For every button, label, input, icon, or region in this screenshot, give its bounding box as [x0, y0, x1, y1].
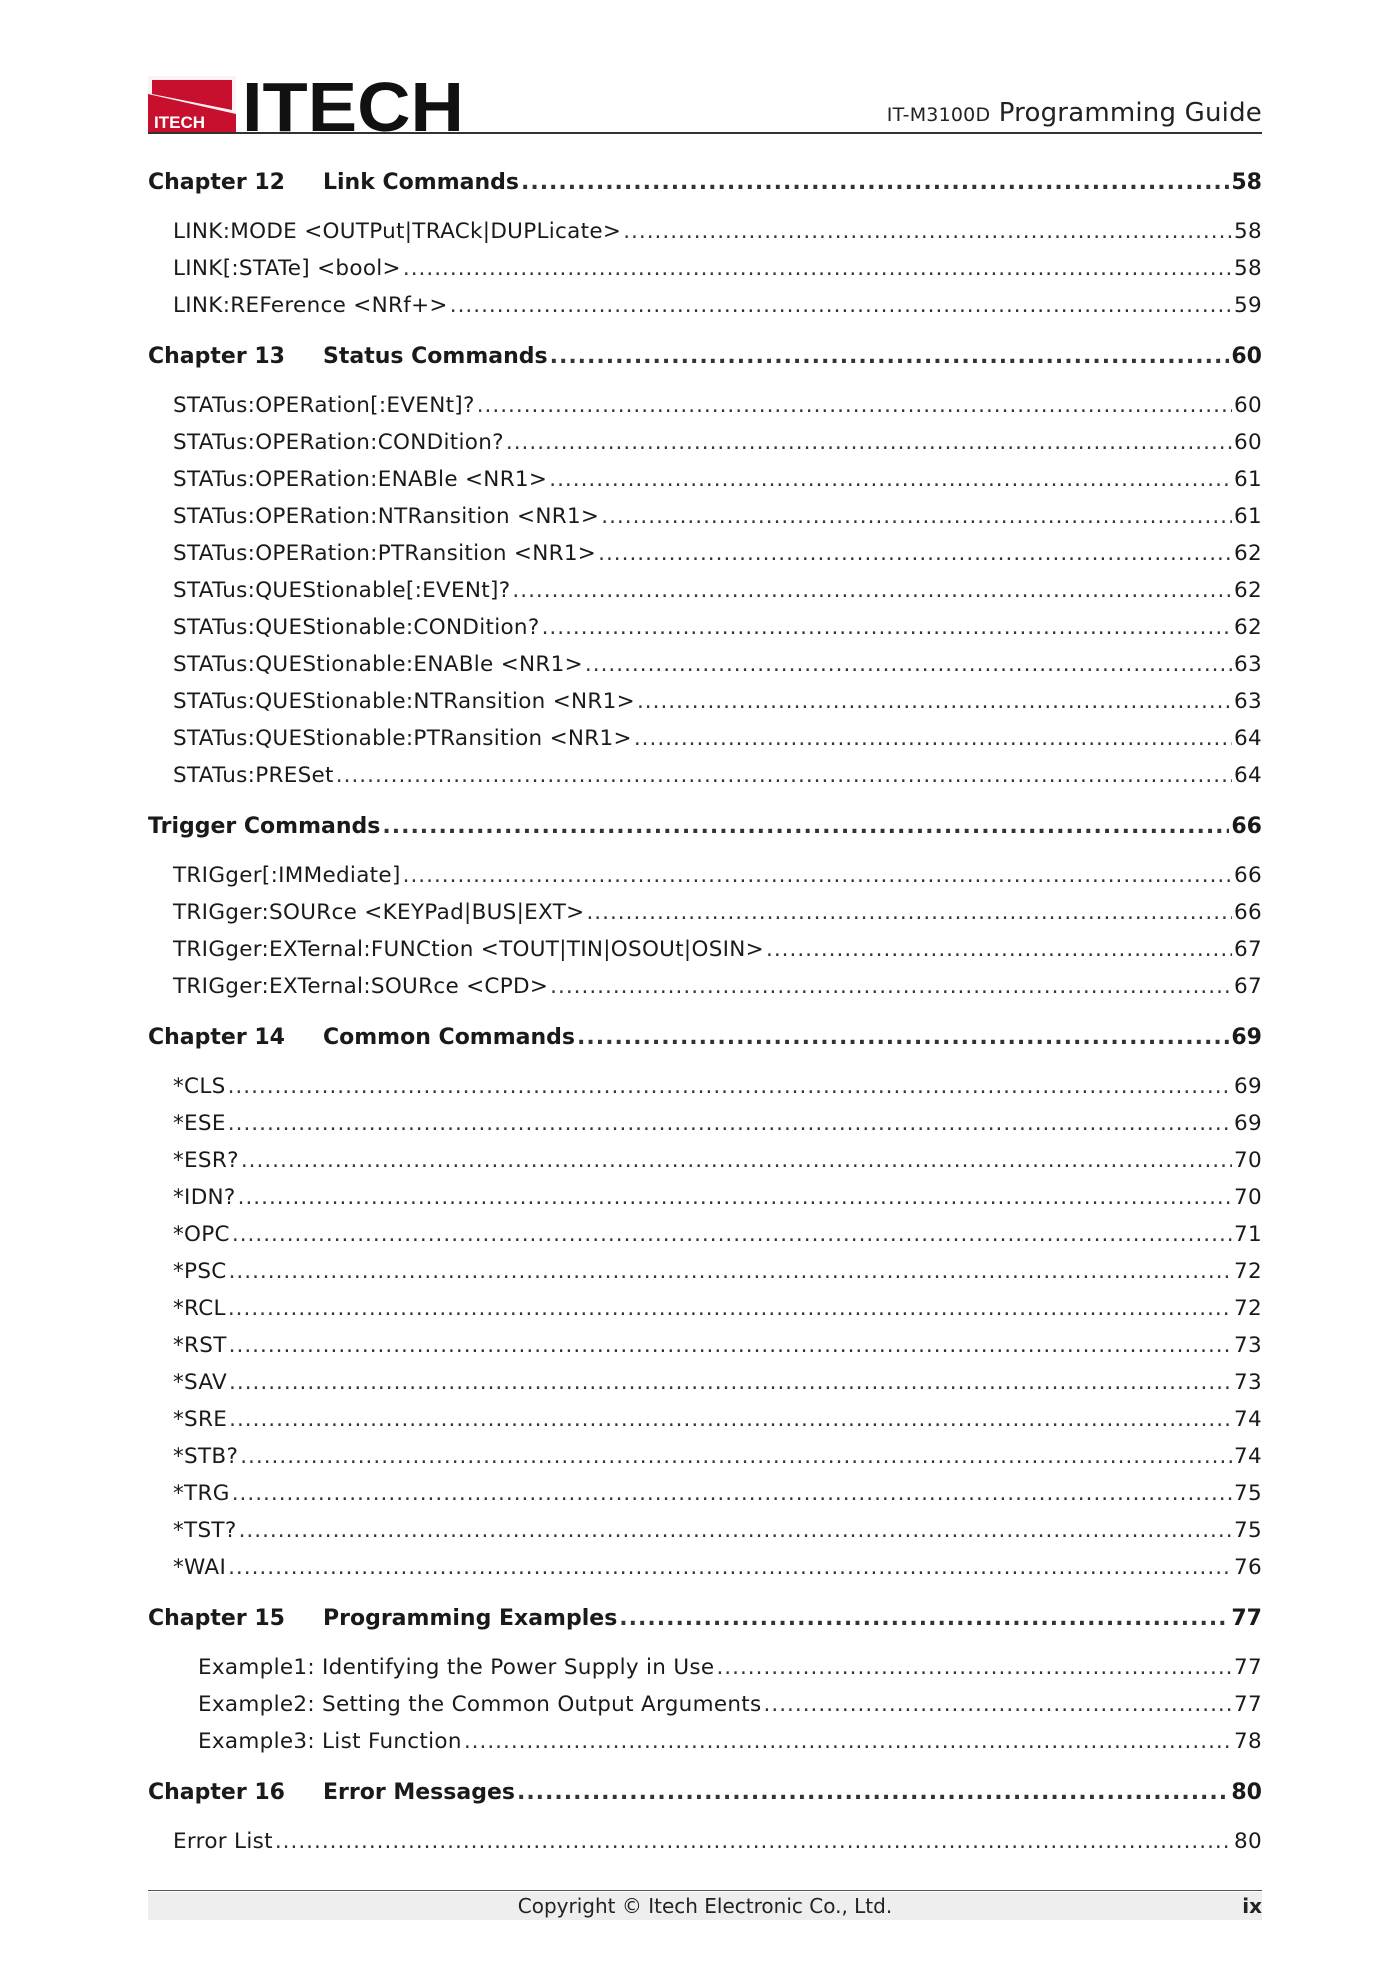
- toc-label: Example2: Setting the Common Output Arguments: [198, 1692, 762, 1717]
- leader-dots: [403, 250, 1232, 287]
- toc-page-number: 80: [1234, 1829, 1262, 1854]
- entry-title: [173, 1549, 226, 1586]
- toc-label: *RST: [173, 1333, 227, 1358]
- leader-dots: [228, 1290, 1232, 1327]
- chapter-number: Chapter 12: [148, 170, 285, 195]
- chapter-title: [148, 1600, 617, 1637]
- entry-title: [173, 424, 504, 461]
- toc-label: Error List: [173, 1829, 273, 1854]
- chapter-number: Chapter 14: [148, 1025, 285, 1050]
- leader-dots: [232, 1475, 1232, 1512]
- toc-page-number: 74: [1234, 1444, 1262, 1469]
- copyright-text: Copyright © Itech Electronic Co., Ltd.: [517, 1894, 893, 1918]
- chapter-title: [148, 808, 380, 845]
- toc-entry[interactable]: [148, 1253, 1262, 1290]
- leader-dots: [598, 535, 1232, 572]
- toc-label: STATus:OPERation:CONDition?: [173, 430, 504, 455]
- leader-dots: [623, 213, 1232, 250]
- toc-page-number: 62: [1234, 615, 1262, 640]
- toc-entry[interactable]: [148, 387, 1262, 424]
- toc-entry[interactable]: [148, 461, 1262, 498]
- toc-entry[interactable]: [148, 646, 1262, 683]
- toc-label: TRIGger:SOURce <KEYPad|BUS|EXT>: [173, 900, 585, 925]
- toc-label: Trigger Commands: [148, 814, 381, 839]
- toc-label: STATus:OPERation:NTRansition <NR1>: [173, 504, 600, 529]
- toc-label: STATus:QUEStionable[:EVENt]?: [173, 578, 511, 603]
- toc-page-number: 77: [1234, 1655, 1262, 1680]
- toc-page-number: 66: [1234, 863, 1262, 888]
- page-number: ix: [1242, 1894, 1262, 1918]
- toc-page-number: 61: [1234, 467, 1262, 492]
- toc-page-number: 66: [1234, 900, 1262, 925]
- toc-entry[interactable]: [148, 1179, 1262, 1216]
- entry-title: [173, 1179, 236, 1216]
- toc-entry[interactable]: [148, 424, 1262, 461]
- toc-page-number: 67: [1234, 974, 1262, 999]
- entry-title: [173, 1327, 227, 1364]
- toc-entry[interactable]: [148, 1475, 1262, 1512]
- toc-entry[interactable]: [148, 894, 1262, 931]
- leader-dots: [550, 968, 1232, 1005]
- toc-label: Link Commands: [323, 170, 519, 195]
- toc-page-number: 72: [1234, 1259, 1262, 1284]
- entry-title: [173, 1512, 237, 1549]
- toc-label: *RCL: [173, 1296, 226, 1321]
- toc-entry[interactable]: [148, 1327, 1262, 1364]
- itech-logo: [148, 74, 468, 134]
- toc-entry[interactable]: [148, 609, 1262, 646]
- leader-dots: [716, 1649, 1232, 1686]
- entry-title: [173, 1475, 230, 1512]
- toc-label: TRIGger[:IMMediate]: [173, 863, 401, 888]
- toc-entry[interactable]: [148, 1723, 1262, 1760]
- entry-title: [173, 572, 510, 609]
- footer-divider: [148, 1890, 1262, 1891]
- entry-title: [173, 757, 334, 794]
- toc-page-number: 75: [1234, 1518, 1262, 1543]
- leader-dots: [619, 1600, 1229, 1637]
- toc-label: Example3: List Function: [198, 1729, 462, 1754]
- toc-entry[interactable]: [148, 1649, 1262, 1686]
- toc-entry[interactable]: [148, 287, 1262, 324]
- toc-page-number: 58: [1234, 256, 1262, 281]
- leader-dots: [228, 1105, 1232, 1142]
- toc-page-number: 58: [1231, 170, 1262, 195]
- toc-entry[interactable]: [148, 931, 1262, 968]
- toc-entry[interactable]: [148, 1290, 1262, 1327]
- toc-page-number: 61: [1234, 504, 1262, 529]
- entry-title: [173, 1823, 273, 1860]
- toc-label: *PSC: [173, 1259, 227, 1284]
- entry-title: [173, 646, 583, 683]
- toc-entry[interactable]: [148, 720, 1262, 757]
- toc-label: *SAV: [173, 1370, 228, 1395]
- toc-entry[interactable]: [148, 683, 1262, 720]
- toc-chapter[interactable]: [148, 164, 1262, 201]
- leader-dots: [521, 164, 1229, 201]
- entry-title: [198, 1723, 462, 1760]
- chapter-title: [148, 1774, 515, 1811]
- toc-page-number: 73: [1234, 1333, 1262, 1358]
- entry-title: [198, 1649, 714, 1686]
- leader-dots: [637, 683, 1232, 720]
- leader-dots: [542, 609, 1232, 646]
- toc-entry[interactable]: [148, 1686, 1262, 1723]
- toc-label: STATus:QUEStionable:PTRansition <NR1>: [173, 726, 632, 751]
- leader-dots: [517, 1774, 1229, 1811]
- toc-label: LINK:REFerence <NRf+>: [173, 293, 448, 318]
- toc-chapter[interactable]: [148, 338, 1262, 375]
- toc-entry[interactable]: [148, 1216, 1262, 1253]
- chapter-number: Chapter 13: [148, 344, 285, 369]
- table-of-contents: [148, 164, 1262, 1860]
- toc-label: *STB?: [173, 1444, 239, 1469]
- toc-page-number: 73: [1234, 1370, 1262, 1395]
- toc-page-number: 60: [1234, 393, 1262, 418]
- toc-chapter[interactable]: [148, 1019, 1262, 1056]
- entry-title: [173, 213, 621, 250]
- toc-label: *OPC: [173, 1222, 230, 1247]
- toc-entry[interactable]: [148, 1549, 1262, 1586]
- toc-page-number: 70: [1234, 1148, 1262, 1173]
- toc-entry[interactable]: [148, 498, 1262, 535]
- leader-dots: [549, 461, 1232, 498]
- toc-page-number: 70: [1234, 1185, 1262, 1210]
- entry-title: [173, 1068, 226, 1105]
- entry-title: [173, 683, 635, 720]
- toc-page-number: 69: [1231, 1025, 1262, 1050]
- toc-entry[interactable]: [148, 1364, 1262, 1401]
- toc-label: LINK[:STATe] <bool>: [173, 256, 401, 281]
- leader-dots: [232, 1216, 1232, 1253]
- entry-title: [173, 461, 547, 498]
- entry-title: [198, 1686, 762, 1723]
- leader-dots: [477, 387, 1232, 424]
- toc-page-number: 64: [1234, 763, 1262, 788]
- entry-title: [173, 1105, 226, 1142]
- entry-title: [173, 1142, 239, 1179]
- toc-page-number: 75: [1234, 1481, 1262, 1506]
- entry-title: [173, 387, 475, 424]
- entry-title: [173, 720, 632, 757]
- toc-page-number: 58: [1234, 219, 1262, 244]
- entry-title: [173, 287, 448, 324]
- toc-page-number: 69: [1234, 1111, 1262, 1136]
- toc-label: *CLS: [173, 1074, 226, 1099]
- leader-dots: [382, 808, 1229, 845]
- leader-dots: [240, 1438, 1232, 1475]
- entry-title: [173, 250, 401, 287]
- toc-label: *IDN?: [173, 1185, 236, 1210]
- leader-dots: [403, 857, 1232, 894]
- entry-title: [173, 857, 401, 894]
- toc-page-number: 71: [1234, 1222, 1262, 1247]
- toc-page-number: 67: [1234, 937, 1262, 962]
- toc-page-number: 62: [1234, 541, 1262, 566]
- toc-label: Common Commands: [323, 1025, 576, 1050]
- entry-title: [173, 1364, 227, 1401]
- toc-label: Status Commands: [323, 344, 548, 369]
- toc-label: *ESE: [173, 1111, 226, 1136]
- toc-label: Example1: Identifying the Power Supply in Use: [198, 1655, 715, 1680]
- toc-label: *TST?: [173, 1518, 237, 1543]
- entry-title: [173, 1438, 238, 1475]
- toc-chapter[interactable]: [148, 1774, 1262, 1811]
- leader-dots: [241, 1142, 1232, 1179]
- toc-label: STATus:OPERation:ENABle <NR1>: [173, 467, 548, 492]
- leader-dots: [512, 572, 1232, 609]
- leader-dots: [229, 1327, 1232, 1364]
- toc-label: TRIGger:EXTernal:FUNCtion <TOUT|TIN|OSOUt|OSIN>: [173, 937, 764, 962]
- chapter-number: Chapter 16: [148, 1780, 285, 1805]
- toc-label: *TRG: [173, 1481, 230, 1506]
- entry-title: [173, 931, 764, 968]
- logo-small-text: ITECH: [154, 113, 205, 132]
- toc-page-number: 69: [1234, 1074, 1262, 1099]
- guide-title: Programming Guide: [998, 98, 1262, 128]
- leader-dots: [464, 1723, 1232, 1760]
- leader-dots: [585, 646, 1232, 683]
- toc-page-number: 66: [1231, 814, 1262, 839]
- toc-entry[interactable]: [148, 535, 1262, 572]
- leader-dots: [586, 894, 1232, 931]
- logo-main-text: ITECH: [242, 74, 464, 134]
- toc-label: STATus:OPERation:PTRansition <NR1>: [173, 541, 597, 566]
- toc-label: LINK:MODE <OUTPut|TRACk|DUPLicate>: [173, 219, 622, 244]
- leader-dots: [450, 287, 1232, 324]
- chapter-title: [148, 338, 548, 375]
- toc-entry[interactable]: [148, 857, 1262, 894]
- toc-label: Error Messages: [323, 1780, 515, 1805]
- leader-dots: [238, 1179, 1232, 1216]
- leader-dots: [228, 1068, 1232, 1105]
- leader-dots: [239, 1512, 1232, 1549]
- toc-entry[interactable]: [148, 1105, 1262, 1142]
- document-title: [887, 98, 1262, 128]
- toc-label: STATus:QUEStionable:NTRansition <NR1>: [173, 689, 635, 714]
- leader-dots: [601, 498, 1232, 535]
- toc-page-number: 62: [1234, 578, 1262, 603]
- toc-entry[interactable]: [148, 1068, 1262, 1105]
- toc-label: STATus:QUEStionable:ENABle <NR1>: [173, 652, 583, 677]
- entry-title: [173, 535, 596, 572]
- toc-entry[interactable]: [148, 1438, 1262, 1475]
- toc-page-number: 59: [1234, 293, 1262, 318]
- entry-title: [173, 1290, 226, 1327]
- leader-dots: [228, 1549, 1232, 1586]
- leader-dots: [577, 1019, 1229, 1056]
- toc-page-number: 72: [1234, 1296, 1262, 1321]
- toc-entry[interactable]: [148, 1823, 1262, 1860]
- toc-page-number: 60: [1234, 430, 1262, 455]
- toc-page-number: 77: [1231, 1606, 1262, 1631]
- entry-title: [173, 1216, 230, 1253]
- leader-dots: [229, 1253, 1232, 1290]
- chapter-title: [148, 1019, 575, 1056]
- entry-title: [173, 609, 540, 646]
- leader-dots: [550, 338, 1230, 375]
- chapter-title: [148, 164, 519, 201]
- toc-page-number: 77: [1234, 1692, 1262, 1717]
- toc-entry[interactable]: [148, 757, 1262, 794]
- entry-title: [173, 968, 548, 1005]
- entry-title: [173, 498, 599, 535]
- toc-page-number: 64: [1234, 726, 1262, 751]
- toc-page-number: 78: [1234, 1729, 1262, 1754]
- leader-dots: [275, 1823, 1232, 1860]
- toc-label: *ESR?: [173, 1148, 239, 1173]
- leader-dots: [506, 424, 1232, 461]
- entry-title: [173, 1401, 227, 1438]
- toc-label: STATus:QUEStionable:CONDition?: [173, 615, 540, 640]
- toc-label: Programming Examples: [323, 1606, 618, 1631]
- toc-entry[interactable]: [148, 213, 1262, 250]
- page-header: [148, 74, 1262, 134]
- toc-label: TRIGger:EXTernal:SOURce <CPD>: [173, 974, 549, 999]
- toc-label: STATus:PRESet: [173, 763, 334, 788]
- toc-entry[interactable]: [148, 968, 1262, 1005]
- toc-page-number: 76: [1234, 1555, 1262, 1580]
- leader-dots: [634, 720, 1232, 757]
- toc-page-number: 74: [1234, 1407, 1262, 1432]
- leader-dots: [766, 931, 1232, 968]
- toc-label: *SRE: [173, 1407, 228, 1432]
- toc-page-number: 80: [1231, 1780, 1262, 1805]
- chapter-number: Chapter 15: [148, 1606, 285, 1631]
- toc-page-number: 63: [1234, 689, 1262, 714]
- leader-dots: [229, 1364, 1232, 1401]
- toc-entry[interactable]: [148, 1401, 1262, 1438]
- model-number: IT-M3100D: [886, 104, 991, 126]
- toc-entry[interactable]: [148, 250, 1262, 287]
- toc-chapter[interactable]: [148, 1600, 1262, 1637]
- leader-dots: [764, 1686, 1233, 1723]
- toc-page-number: 63: [1234, 652, 1262, 677]
- leader-dots: [229, 1401, 1232, 1438]
- toc-chapter[interactable]: [148, 808, 1262, 845]
- entry-title: [173, 1253, 227, 1290]
- toc-entry[interactable]: [148, 1142, 1262, 1179]
- toc-page-number: 60: [1231, 344, 1262, 369]
- toc-entry[interactable]: [148, 572, 1262, 609]
- toc-label: STATus:OPERation[:EVENt]?: [173, 393, 475, 418]
- leader-dots: [336, 757, 1232, 794]
- toc-label: *WAI: [173, 1555, 227, 1580]
- toc-entry[interactable]: [148, 1512, 1262, 1549]
- header-divider: [148, 132, 1262, 134]
- entry-title: [173, 894, 584, 931]
